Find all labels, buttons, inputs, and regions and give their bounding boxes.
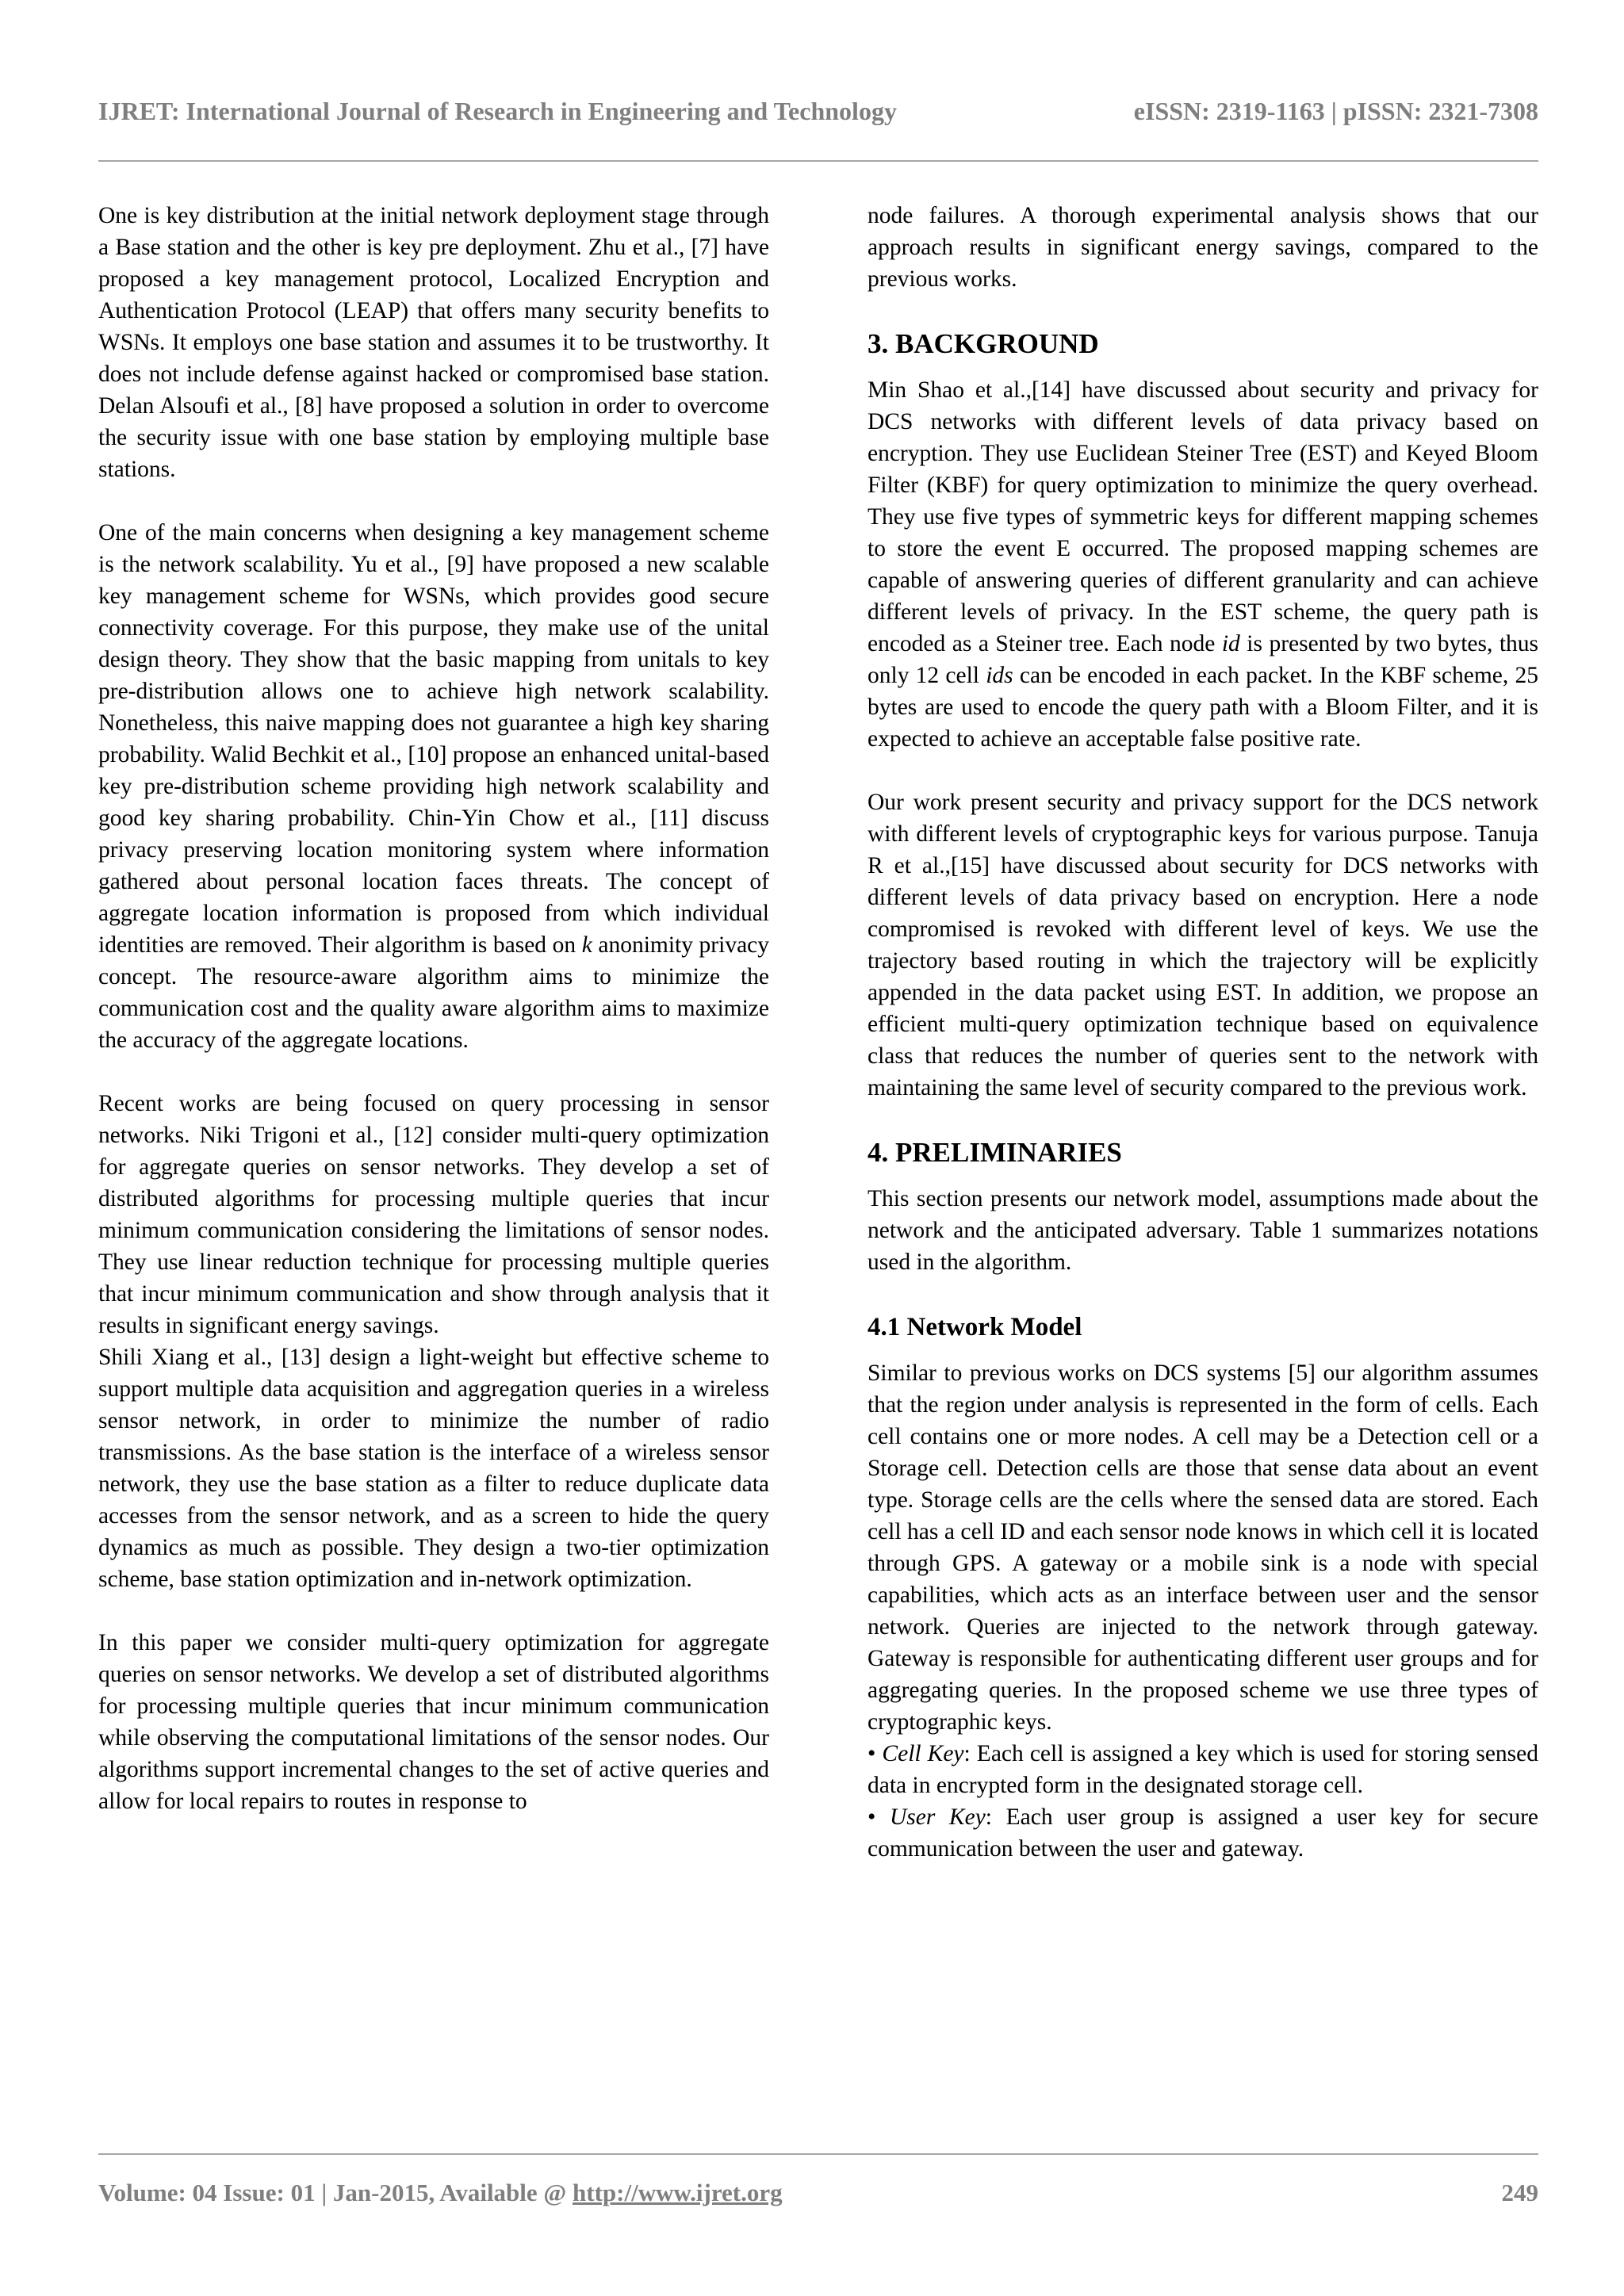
journal-url-link[interactable]: http://www.ijret.org xyxy=(573,2179,783,2206)
paragraph-this-paper: In this paper we consider multi-query optimization for aggregate queries on sensor networks. We develop a set of distributed algorithms for processing multiple queries that incur minimum communication while observing the computational limitations of the sensor nodes. Our algorithms support incremental changes to the set of active queries and allow for local repairs to routes in response to xyxy=(98,1630,769,1814)
paragraph-our-work: Our work present security and privacy support for the DCS network with different levels of cryptographic keys for various purpose. Tanuja R et al.,[15] have discussed about security for DCS networks with different levels of data privacy based on encryption. Here a node compromised is revoked with different level of keys. We use the trajectory based routing in which the trajectory will be explicitly appended in the data packet using EST. In addition, we propose an efficient multi-query optimization technique based on equivalence class that reduces the number of queries sent to the network with maintaining the same level of security compared to the previous work. xyxy=(868,790,1538,1100)
bullet-cell-key: • Cell Key: Each cell is assigned a key which is used for storing sensed data in encrypted form in the designated storage cell. xyxy=(868,1741,1539,1798)
ids-term: ids xyxy=(986,663,1013,688)
running-header xyxy=(98,97,1538,136)
paragraph-shili-xiang: Shili Xiang et al., [13] design a light-weight but effective scheme to support multiple data acquisition and aggregation queries in a wireless sensor network, in order to minimize the number of radio transmissions. As the base station is the interface of a wireless sensor network, they use the base station as a filter to reduce duplicate data accesses from the sensor network, and as a screen to hide the query dynamics as much as possible. They design a two-tier optimization scheme, base station optimization and in-network optimization. xyxy=(98,1345,769,1592)
paragraph-node-failures: node failures. A thorough experimental analysis shows that our approach results in significant energy savings, compared to the previous works. xyxy=(868,203,1538,292)
header-divider xyxy=(98,160,1538,162)
cell-key-term: Cell Key xyxy=(882,1741,964,1766)
issn-info: eISSN: 2319-1163 | pISSN: 2321-7308 xyxy=(1133,97,1538,125)
left-column xyxy=(98,200,769,1849)
bullet-user-key: • User Key: Each user group is assigned a user key for secure communication between the user and gateway. xyxy=(868,1804,1538,1862)
heading-network-model: 4.1 Network Model xyxy=(868,1313,1082,1341)
running-footer xyxy=(98,2179,1538,2217)
bullet-mark: • xyxy=(868,1804,876,1830)
id-term: id xyxy=(1221,631,1240,656)
bullet-mark: • xyxy=(868,1741,876,1766)
right-column xyxy=(868,200,1538,1865)
paragraph-section-intro: This section presents our network model, assumptions made about the network and the anticipated adversary. Table 1 summarizes notations used in the algorithm. xyxy=(868,1186,1538,1275)
paragraph-query-processing: Recent works are being focused on query processing in sensor networks. Niki Trigoni et al., [12] consider multi-query optimization for aggregate queries on sensor networks. They develop a set of distributed algorithms for processing multiple queries that incur minimum communication considering the limitations of sensor nodes. They use linear reduction technique for processing multiple queries that incur minimum communication and show through analysis that it results in significant energy savings. xyxy=(98,1091,769,1338)
heading-preliminaries: 4. PRELIMINARIES xyxy=(868,1137,1122,1168)
footer-divider xyxy=(98,2153,1538,2155)
paragraph-scalability: One of the main concerns when designing a key management scheme is the network scalability. Yu et al., [9] have proposed a new scalable key management scheme for WSNs, which provides good secure connectivity coverage. For this purpose, they make use of the unital design theory. They show that the basic mapping from unitals to key pre-distribution allows one to achieve high network scalability. Nonetheless, this naive mapping does not guarantee a high key sharing probability. Walid Bechkit et al., [10] propose an enhanced unital-based key pre-distribution scheme providing high network scalability and good key sharing probability. Chin-Yin Chow et al., [11] discuss privacy preserving location monitoring system where information gathered about personal location faces threats. The concept of aggregate location information is proposed from which individual identities are removed. Their algorithm is based on k anonimity privacy concept. The resource-aware algorithm aims to minimize the communication cost and the quality aware algorithm aims to maximize the accuracy of the aggregate locations. xyxy=(98,520,770,1053)
page-number: 249 xyxy=(1501,2179,1538,2206)
paragraph-network-model: Similar to previous works on DCS systems [5] our algorithm assumes that the region under analysis is represented in the form of cells. Each cell contains one or more nodes. A cell may be a Detection cell or a Storage cell. Detection cells are those that sense data about an event type. Storage cells are the cells where the sensed data are stored. Each cell has a cell ID and each sensor node knows in which cell it is located through GPS. A gateway or a mobile sink is a node with special capabilities, which acts as an interface between user and the sensor network. Queries are injected to the network through gateway. Gateway is responsible for authenticating different user groups and for aggregating queries. In the proposed scheme we use three types of cryptographic keys. xyxy=(868,1360,1538,1735)
journal-title: IJRET: International Journal of Research in Engineering and Technology xyxy=(98,97,897,125)
heading-background: 3. BACKGROUND xyxy=(868,328,1099,359)
volume-info: Volume: 04 Issue: 01 | Jan-2015, Available @ http://www.ijret.org xyxy=(98,2179,783,2206)
paragraph-key-distribution: One is key distribution at the initial network deployment stage through a Base station and the other is key pre deployment. Zhu et al., [7] have proposed a key management protocol, Localized Encryption and Authentication Protocol (LEAP) that offers many security benefits to WSNs. It employs one base station and assumes it to be trustworthy. It does not include defense against hacked or compromised base station. Delan Alsoufi et al., [8] have proposed a solution in order to overcome the security issue with one base station by employing multiple base stations. xyxy=(98,203,769,482)
paragraph-min-shao: Min Shao et al.,[14] have discussed about security and privacy for DCS networks with different levels of data privacy based on encryption. They use Euclidean Steiner Tree (EST) and Keyed Bloom Filter (KBF) for query optimization to minimize the query overhead. They use five types of symmetric keys for different mapping schemes to store the event E occurred. The proposed mapping schemes are capable of answering queries of different granularity and can achieve different levels of privacy. In the EST scheme, the query path is encoded as a Steiner tree. Each node id is presented by two bytes, thus only 12 cell ids can be encoded in each packet. In the KBF scheme, 25 bytes are used to encode the query path with a Bloom Filter, and it is expected to achieve an acceptable false positive rate. xyxy=(868,377,1539,752)
user-key-term: User Key xyxy=(889,1804,986,1830)
k-variable: k xyxy=(581,932,592,958)
